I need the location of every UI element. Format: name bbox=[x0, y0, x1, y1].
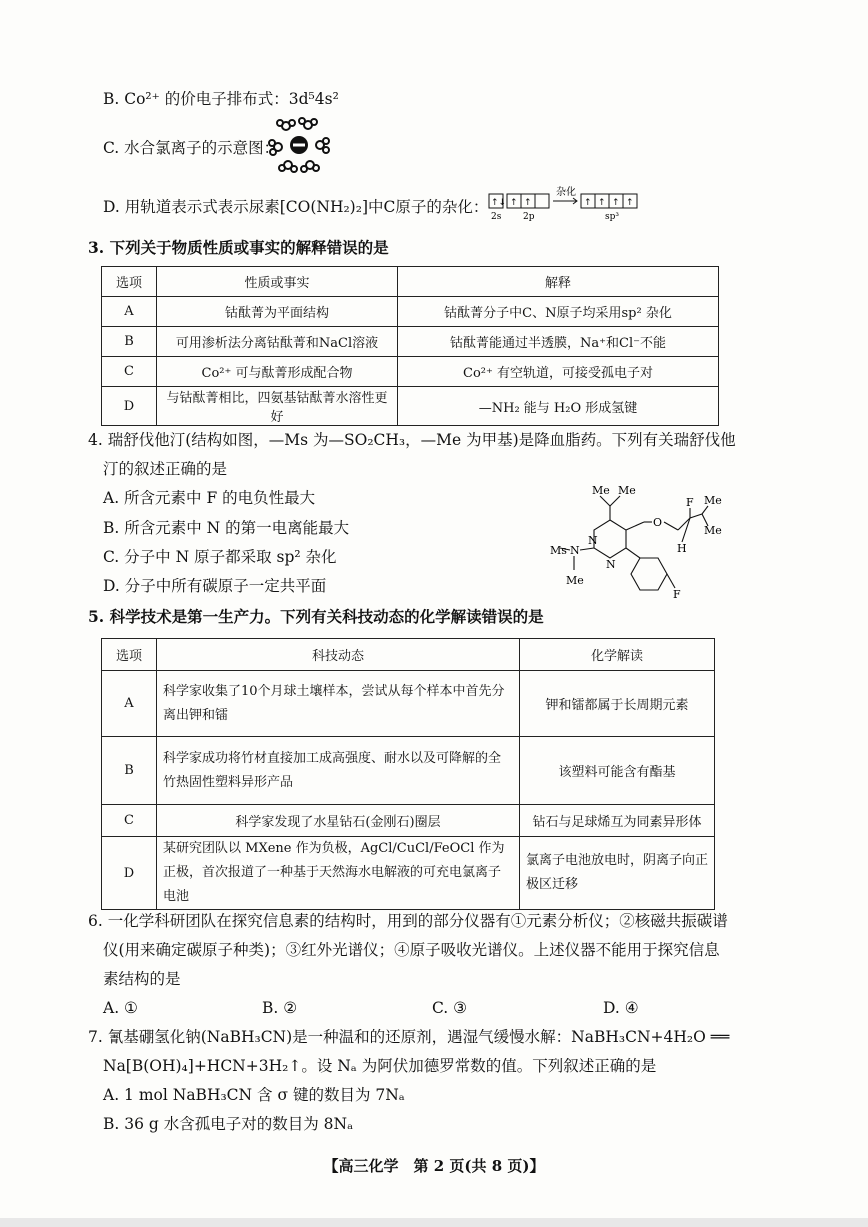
q4-option-b: B. 所含元素中 N 的第一电离能最大 bbox=[103, 519, 350, 537]
q4-option-c: C. 分子中 N 原子都采取 sp² 杂化 bbox=[103, 548, 337, 566]
q3-cell: 与钴酞菁相比，四氨基钴酞菁水溶性更好 bbox=[157, 387, 398, 426]
q3-stem: 3. 下列关于物质性质或事实的解释错误的是 bbox=[88, 238, 389, 257]
q5-header-news: 科技动态 bbox=[157, 639, 520, 671]
q3-cell: 钴酞菁能通过半透膜，Na⁺和Cl⁻不能 bbox=[398, 327, 719, 357]
svg-text:↑: ↑ bbox=[584, 198, 592, 208]
q3-cell: 钴酞菁为平面结构 bbox=[157, 297, 398, 327]
q2-option-c bbox=[103, 137, 279, 159]
svg-text:↑: ↑ bbox=[510, 198, 518, 208]
q3-header-fact: 性质或事实 bbox=[157, 267, 398, 297]
q5-cell: 科学家发现了水星钻石(金刚石)圈层 bbox=[157, 805, 520, 837]
q5-cell: C bbox=[102, 805, 157, 837]
svg-text:↑: ↑ bbox=[524, 198, 532, 208]
q6-option-a: A. ① bbox=[103, 999, 138, 1017]
orbital-sp3-label: sp³ bbox=[605, 212, 619, 222]
svg-text:↑: ↑ bbox=[612, 198, 620, 208]
table-row bbox=[102, 357, 719, 387]
table-row bbox=[102, 805, 715, 837]
struct-n-1: N bbox=[570, 544, 580, 557]
table-row bbox=[102, 837, 715, 910]
q6-stem-line1: 6. 一化学科研团队在探究信息素的结构时，用到的部分仪器有①元素分析仪；②核磁共振碳谱 bbox=[88, 912, 728, 930]
orbital-2s-label: 2s bbox=[491, 212, 502, 222]
q2-option-c-label: C. 水合氯离子的示意图： bbox=[103, 139, 280, 157]
hybridization-arrow-label: 杂化 bbox=[556, 187, 576, 198]
struct-f-2: F bbox=[673, 588, 681, 601]
struct-me-3: Me bbox=[704, 494, 722, 507]
table-row bbox=[102, 387, 719, 426]
q6-option-c: C. ③ bbox=[432, 999, 468, 1017]
q2-option-b: B. Co²⁺ 的价电子排布式：3d⁵4s² bbox=[103, 90, 339, 108]
svg-text:↑: ↑ bbox=[626, 198, 634, 208]
q5-stem: 5. 科学技术是第一生产力。下列有关科技动态的化学解读错误的是 bbox=[88, 607, 544, 626]
q3-cell: 可用渗析法分离钴酞菁和NaCl溶液 bbox=[157, 327, 398, 357]
q4-stem-line1: 4. 瑞舒伐他汀(结构如图，—Ms 为—SO₂CH₃，—Me 为甲基)是降血脂药。下列有关瑞舒伐他 bbox=[88, 431, 736, 449]
q7-option-b: B. 36 g 水含孤电子对的数目为 8Nₐ bbox=[103, 1115, 354, 1133]
table-row bbox=[102, 327, 719, 357]
struct-me-1: Me bbox=[592, 484, 610, 497]
q5-header-interpretation: 化学解读 bbox=[520, 639, 715, 671]
q3-cell: 钴酞菁分子中C、N原子均采用sp² 杂化 bbox=[398, 297, 719, 327]
q3-cell: C bbox=[102, 357, 157, 387]
orbital-hybridization-diagram bbox=[487, 186, 652, 226]
q4-option-d: D. 分子中所有碳原子一定共平面 bbox=[103, 577, 327, 595]
rosuvastatin-structure bbox=[540, 478, 730, 608]
orbital-2p-label: 2p bbox=[523, 212, 535, 222]
page-footer: 【高三化学 第 2 页(共 8 页)】 bbox=[323, 1157, 545, 1175]
struct-o: O bbox=[653, 516, 663, 529]
q3-cell: Co²⁺ 可与酞菁形成配合物 bbox=[157, 357, 398, 387]
q5-table bbox=[101, 638, 715, 910]
q3-cell: D bbox=[102, 387, 157, 426]
q6-option-d: D. ④ bbox=[603, 999, 639, 1017]
q6-stem-line3: 素结构的是 bbox=[103, 970, 181, 988]
q5-cell: 科学家收集了10个月球土壤样本，尝试从每个样本中首先分离出钾和镭 bbox=[157, 671, 520, 737]
q5-cell: 科学家成功将竹材直接加工成高强度、耐水以及可降解的全竹热固性塑料异形产品 bbox=[157, 737, 520, 805]
q3-header-option: 选项 bbox=[102, 267, 157, 297]
struct-h: H bbox=[677, 542, 687, 555]
struct-f-1: F bbox=[686, 496, 694, 509]
q6-option-b: B. ② bbox=[262, 999, 298, 1017]
q7-stem-line2: Na[B(OH)₄]+HCN+3H₂↑。设 Nₐ 为阿伏加德罗常数的值。下列叙述正确的是 bbox=[103, 1057, 657, 1075]
q5-cell: 某研究团队以 MXene 作为负极，AgCl/CuCl/FeOCl 作为正极，首次报道了一种基于天然海水电解液的可充电氯离子电池 bbox=[157, 837, 520, 910]
table-row bbox=[102, 297, 719, 327]
q5-cell: 钾和镭都属于长周期元素 bbox=[520, 671, 715, 737]
table-row bbox=[102, 671, 715, 737]
q5-header-option: 选项 bbox=[102, 639, 157, 671]
q7-option-a: A. 1 mol NaBH₃CN 含 σ 键的数目为 7Nₐ bbox=[103, 1086, 405, 1104]
q2-option-d bbox=[103, 196, 488, 218]
q3-cell: —NH₂ 能与 H₂O 形成氢键 bbox=[398, 387, 719, 426]
q5-cell: D bbox=[102, 837, 157, 910]
svg-text:↑: ↑ bbox=[598, 198, 606, 208]
q4-stem-line2: 汀的叙述正确的是 bbox=[103, 460, 228, 478]
struct-me-4: Me bbox=[704, 524, 722, 537]
hydrated-chloride-ion-diagram bbox=[268, 117, 330, 173]
q7-stem-line1: 7. 氰基硼氢化钠(NaBH₃CN)是一种温和的还原剂，遇湿气缓慢水解：NaBH₃CN+4H₂O ══ bbox=[88, 1028, 730, 1046]
q3-cell: A bbox=[102, 297, 157, 327]
struct-me-5: Me bbox=[566, 574, 584, 587]
q4-option-a: A. 所含元素中 F 的电负性最大 bbox=[103, 489, 316, 507]
q3-header-explanation: 解释 bbox=[398, 267, 719, 297]
table-row bbox=[102, 737, 715, 805]
q5-cell: 氯离子电池放电时，阴离子向正极区迁移 bbox=[520, 837, 715, 910]
q3-cell: B bbox=[102, 327, 157, 357]
struct-me-2: Me bbox=[618, 484, 636, 497]
struct-ms: Ms bbox=[550, 544, 567, 557]
struct-n-3: N bbox=[606, 558, 616, 571]
q5-cell: B bbox=[102, 737, 157, 805]
page-bottom-edge bbox=[0, 1218, 868, 1227]
struct-n-2: N bbox=[588, 534, 598, 547]
q3-table bbox=[101, 266, 719, 426]
svg-text:↑↓: ↑↓ bbox=[491, 198, 507, 208]
q6-stem-line2: 仪(用来确定碳原子种类)；③红外光谱仪；④原子吸收光谱仪。上述仪器不能用于探究信息 bbox=[103, 941, 720, 959]
q5-cell: 该塑料可能含有酯基 bbox=[520, 737, 715, 805]
q5-cell: 钻石与足球烯互为同素异形体 bbox=[520, 805, 715, 837]
q3-cell: Co²⁺ 有空轨道，可接受孤电子对 bbox=[398, 357, 719, 387]
q5-cell: A bbox=[102, 671, 157, 737]
q2-option-d-label: D. 用轨道表示式表示尿素[CO(NH₂)₂]中C原子的杂化： bbox=[103, 198, 489, 216]
